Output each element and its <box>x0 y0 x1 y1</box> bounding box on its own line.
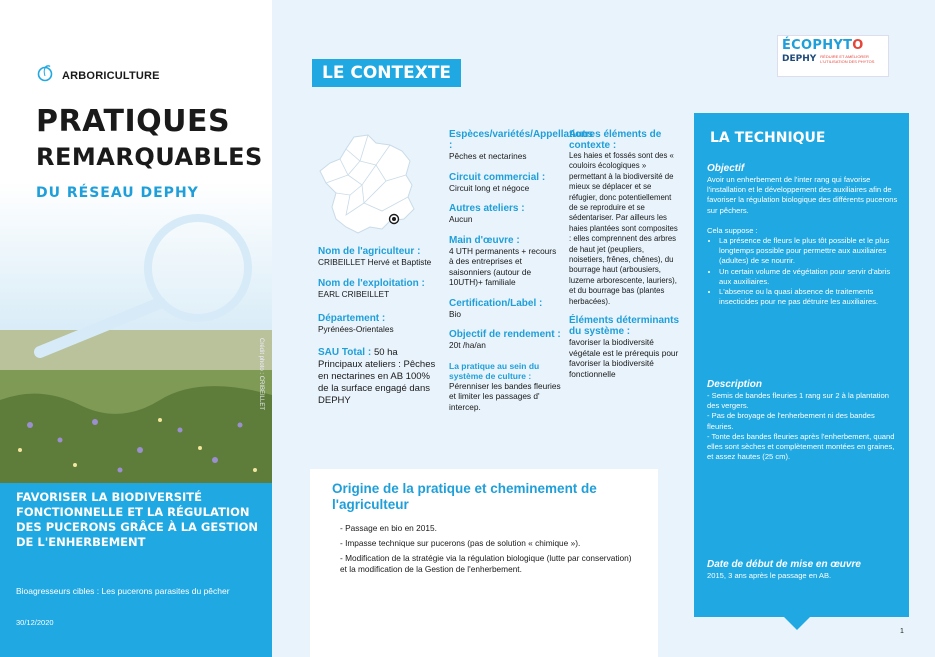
commercial-circuit: Circuit commercial : Circuit long et négoce <box>449 171 546 193</box>
list-item: - Impasse technique sur pucerons (pas de solution « chimique »). <box>340 538 581 548</box>
orchard-photo <box>0 330 272 483</box>
publication-date: 30/12/2020 <box>16 618 54 627</box>
other-context: Autres éléments de contexte : Les haies et fossés sont des « couloirs écologiques » permettant à la biodiversité de mieux se déplacer et se réfugier, donc potentiellement de se reproduire et se sédentariser. Par ailleurs les haies plantées sont composites : elles comprennent des arbres de haut jet (peupliers, noisetiers, frênes, chênes), du bourrage haut (arbousiers, luzerne arborescente, lauriers), et du bourrage bas (plantes herbacées). <box>569 129 678 306</box>
description-section: Description - Semis de bandes fleuries 1 rang sur 2 à la plantation des vergers. - Pas de broyage de l'enherbement ni des bandes fleuries. - Tonte des bandes fleuries après l'enherbement, quand elles sont sèches et complètement montées en graines, et assez hautes (25 cm). <box>707 379 895 462</box>
category-label: ARBORICULTURE <box>62 69 160 82</box>
start-date-section: Date de début de mise en œuvre 2015, 3 ans après le passage en AB. <box>707 559 861 580</box>
peach-icon <box>36 64 54 87</box>
logo-dephy: DEPHY <box>782 54 817 64</box>
objective-section: Objectif Avoir un enherbement de l'inter rang qui favorise l'installation et le développement des auxiliaires afin de favoriser la régulation biologique des différents pucerons sur pêchers. Cela suppose : • La présence de fleurs le plus tôt possible et le plus longtemps possible pour permettre aux auxiliaires (adultes) de se nourrir. • Un certain volume de végétation pour servir d'abris aux auxiliaires. • L'absence ou la quasi absence de traitements insecticides pour ne pas détruire les auxiliaires. <box>707 163 900 307</box>
france-map-icon <box>316 131 424 239</box>
main-content <box>272 0 935 657</box>
farmer-name: Nom de l'agriculteur : CRIBEILLET Hervé et Baptiste <box>318 246 432 267</box>
context-column-1 <box>318 246 436 413</box>
farm-name: Nom de l'exploitation : EARL CRIBEILLET <box>318 277 425 299</box>
bioagresseurs <box>16 586 230 596</box>
list-item: - Modification de la stratégie via la régulation biologique (lutte par conservation) et la modification de la Gestion de l'enherbement. <box>340 553 632 574</box>
ecophyto-logo <box>777 35 889 77</box>
context-column-3 <box>569 129 681 385</box>
logo-tagline: RÉDUIRE ET AMÉLIORER L'UTILISATION DES PHYTOS <box>820 54 875 64</box>
certification: Certification/Label : Bio <box>449 297 543 319</box>
origin-list <box>340 523 640 579</box>
photo-credit: Crédit photo : CRIBEILLET <box>258 338 264 411</box>
page-number: 1 <box>900 628 904 635</box>
requirements-list: • La présence de fleurs le plus tôt possible et le plus longtemps possible pour permettre aux auxiliaires (adultes) de se nourrir. • Un certain volume de végétation pour servir d'abris aux auxiliaires. • L'absence ou la quasi absence de traitements insecticides pour ne pas détruire les auxiliaires. <box>707 236 900 307</box>
origin-box <box>310 469 658 657</box>
category-header <box>36 64 160 87</box>
context-column-2 <box>449 129 593 418</box>
workforce: Main d'œuvre : 4 UTH permanents + recours à des entreprises et saisonniers (autour de 10UTH)+ familiale <box>449 234 557 287</box>
practice-title: FAVORISER LA BIODIVERSITÉ FONCTIONNELLE ET LA RÉGULATION DES PUCERONS GRÂCE À LA GESTION DE L'ENHERBEMENT <box>16 490 259 549</box>
technique-panel <box>694 113 909 617</box>
list-item: - Passage en bio en 2015. <box>340 523 437 533</box>
department: Département : Pyrénées-Orientales <box>318 313 394 334</box>
subtitle: DU RÉSEAU DEPHY <box>36 185 199 201</box>
sau-total: SAU Total : 50 ha Principaux ateliers : Pêches en nectarines en AB 100% de la surface engagé dans DEPHY <box>318 346 436 406</box>
title-line1: PRATIQUES <box>36 104 231 139</box>
technique-pointer <box>784 617 810 630</box>
other-workshops: Autres ateliers : Aucun <box>449 203 525 224</box>
practice-in-system: La pratique au sein du système de culture : Pérenniser les bandes fleuries et limiter les passages d' intercep. <box>449 360 561 412</box>
bioagresseurs-label: Bioagresseurs cibles : <box>16 586 102 596</box>
logo-wordmark: ÉCOPHYTO <box>782 38 864 53</box>
origin-title: Origine de la pratique et cheminement de l'agriculteur <box>332 481 597 512</box>
bioagresseurs-value: Les pucerons parasites du pêcher <box>101 586 230 596</box>
section-title-contexte: LE CONTEXTE <box>312 59 461 87</box>
title-line2: REMARQUABLES <box>36 143 263 171</box>
technique-title: LA TECHNIQUE <box>710 130 826 146</box>
cover-panel <box>0 0 272 657</box>
yield-objective: Objectif de rendement : 20t /ha/an <box>449 329 561 350</box>
key-elements: Éléments déterminants du système : favoriser la biodiversité végétale est le prérequis pour favoriser la biodiversité fonctionnelle <box>569 315 680 379</box>
species-varieties: Espèces/variétés/Appellations : Pêches et nectarines <box>449 129 593 161</box>
